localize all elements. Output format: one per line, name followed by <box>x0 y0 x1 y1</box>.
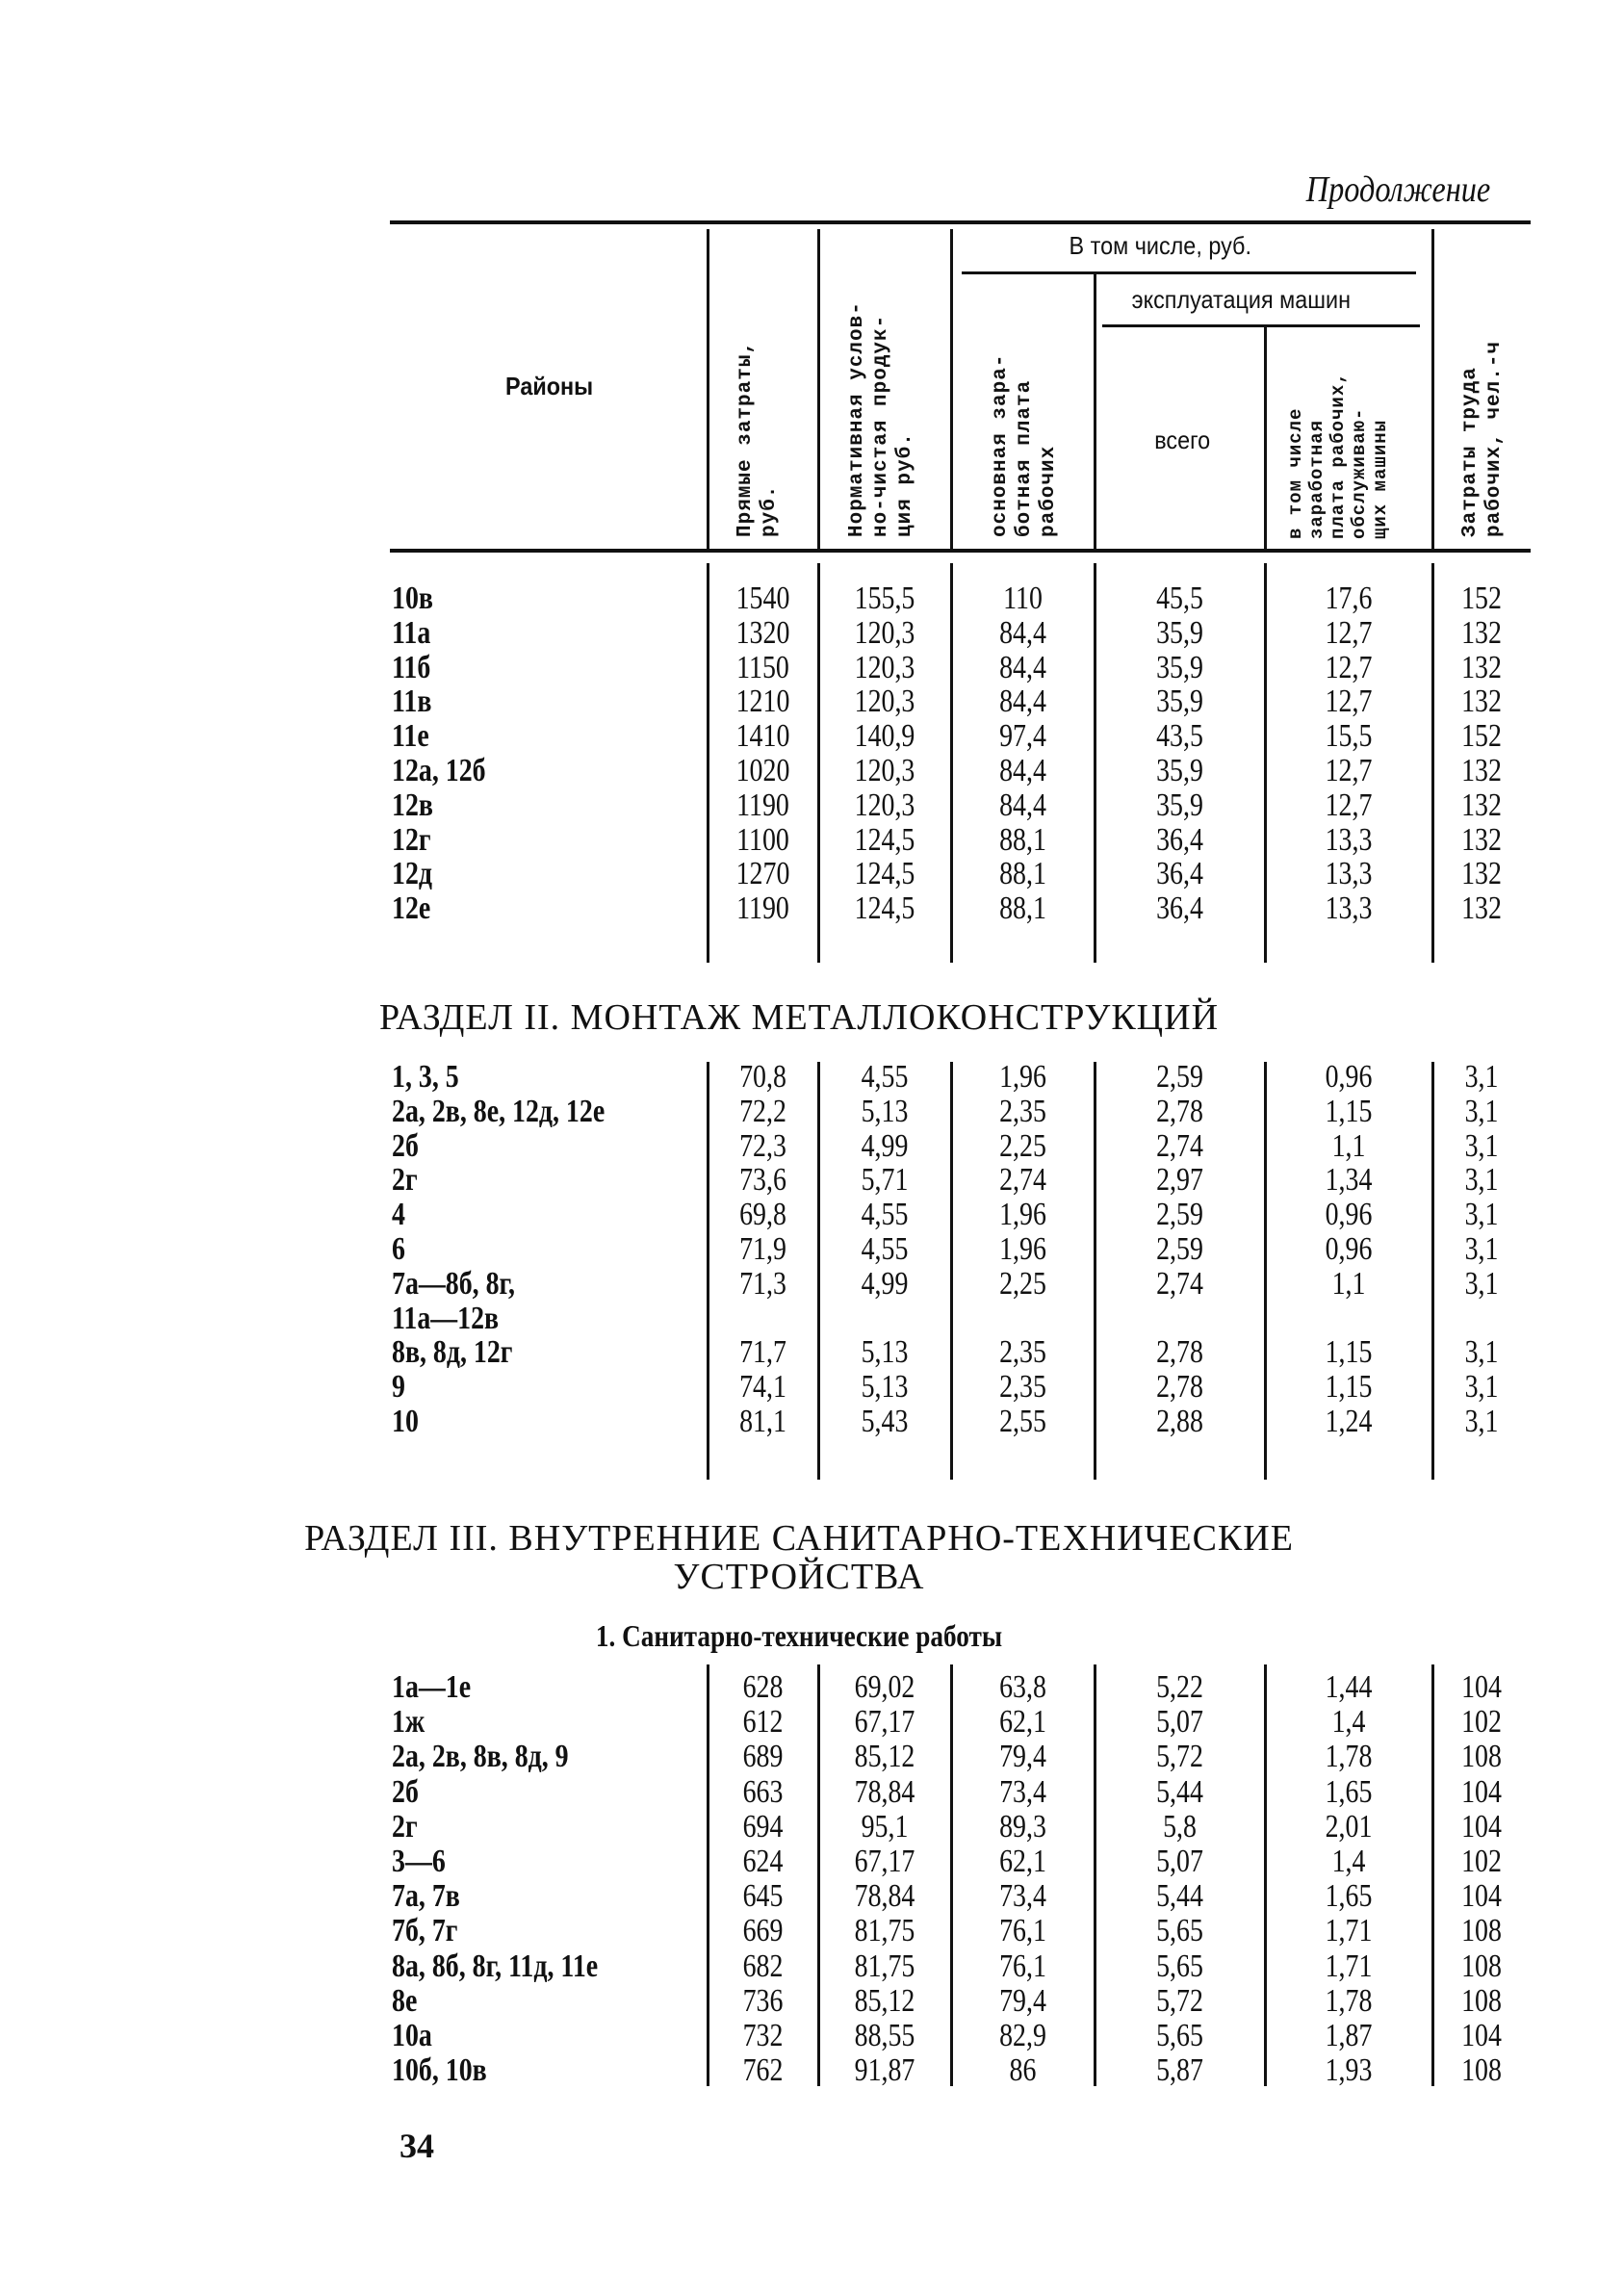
cell-labor-costs: 3,1 <box>1464 1162 1499 1199</box>
cell-normative-output: 124,5 <box>854 890 915 927</box>
cell-machine-total: 35,9 <box>1156 787 1203 823</box>
section-title: РАЗДЕЛ III. ВНУТРЕННИЕ САНИТАРНО-ТЕХНИЧЕСКИЕ <box>304 1518 1294 1559</box>
header-base-wages: основная зара- ботная плата рабочих <box>990 353 1060 537</box>
cell-normative-output: 140,9 <box>854 718 915 755</box>
cell-labor-costs: 104 <box>1461 2018 1502 2053</box>
cell-direct-costs: 762 <box>742 2052 784 2089</box>
cell-normative-output: 5,71 <box>861 1162 909 1199</box>
cell-base-wages: 2,25 <box>999 1265 1046 1302</box>
cell-base-wages: 110 <box>1003 580 1043 616</box>
cell-direct-costs: 73,6 <box>739 1162 786 1199</box>
cell-district: 12г <box>392 821 431 858</box>
cell-base-wages: 2,35 <box>999 1093 1046 1129</box>
cell-district: 12д <box>392 856 432 892</box>
cell-labor-costs: 108 <box>1461 1913 1502 1949</box>
cell-operator-wages: 1,65 <box>1325 1878 1373 1915</box>
cell-district: 6 <box>392 1231 405 1267</box>
cell-machine-total: 5,44 <box>1156 1773 1203 1810</box>
cell-normative-output: 155,5 <box>854 580 915 616</box>
cell-machine-total: 2,74 <box>1156 1127 1203 1164</box>
cell-operator-wages: 12,7 <box>1325 787 1373 823</box>
cell-district: 1, 3, 5 <box>392 1059 459 1095</box>
column-divider <box>1264 563 1267 963</box>
cell-district: 4 <box>392 1197 405 1233</box>
cell-operator-wages: 0,96 <box>1325 1059 1373 1095</box>
cell-machine-total: 5,8 <box>1163 1808 1197 1845</box>
cell-base-wages: 84,4 <box>999 614 1046 651</box>
cell-normative-output: 95,1 <box>861 1808 909 1845</box>
cell-normative-output: 85,12 <box>854 1739 915 1775</box>
cell-machine-total: 2,78 <box>1156 1093 1203 1129</box>
column-divider <box>1264 1664 1267 2086</box>
cell-district: 3—6 <box>392 1844 446 1879</box>
cell-operator-wages: 12,7 <box>1325 649 1373 685</box>
cell-machine-total: 2,59 <box>1156 1231 1203 1267</box>
cell-direct-costs: 1410 <box>735 718 790 755</box>
cell-machine-total: 5,22 <box>1156 1669 1203 1705</box>
cell-normative-output: 91,87 <box>854 2052 915 2089</box>
section-title-cont: УСТРОЙСТВА <box>673 1557 925 1597</box>
cell-normative-output: 124,5 <box>854 821 915 858</box>
cell-labor-costs: 132 <box>1461 649 1502 685</box>
cell-machine-total: 5,07 <box>1156 1844 1203 1879</box>
cell-direct-costs: 694 <box>742 1808 784 1845</box>
cell-operator-wages: 1,15 <box>1325 1334 1373 1371</box>
cell-operator-wages: 1,15 <box>1325 1093 1373 1129</box>
cell-labor-costs: 132 <box>1461 890 1502 927</box>
header-bottom-rule <box>390 549 1531 553</box>
cell-base-wages: 86 <box>1009 2052 1037 2089</box>
cell-normative-output: 78,84 <box>854 1878 915 1915</box>
cell-normative-output: 120,3 <box>854 614 915 651</box>
cell-base-wages: 2,25 <box>999 1127 1046 1164</box>
cell-base-wages: 84,4 <box>999 753 1046 788</box>
cell-district: 2г <box>392 1808 418 1845</box>
cell-labor-costs: 108 <box>1461 1982 1502 2019</box>
cell-base-wages: 88,1 <box>999 821 1046 858</box>
cell-machine-total: 5,72 <box>1156 1739 1203 1775</box>
cell-district: 7а—8б, 8г, <box>392 1265 516 1302</box>
cell-operator-wages: 1,71 <box>1325 1913 1373 1949</box>
cell-machine-total: 2,78 <box>1156 1334 1203 1371</box>
cell-base-wages: 62,1 <box>999 1704 1046 1741</box>
cell-machine-total: 36,4 <box>1156 890 1203 927</box>
cell-normative-output: 4,55 <box>861 1197 909 1233</box>
cell-direct-costs: 69,8 <box>739 1197 786 1233</box>
cell-normative-output: 5,13 <box>861 1369 909 1406</box>
cell-operator-wages: 13,3 <box>1325 821 1373 858</box>
cell-district: 11е <box>392 718 429 755</box>
cell-normative-output: 81,75 <box>854 1948 915 1984</box>
cell-base-wages: 73,4 <box>999 1773 1046 1810</box>
cell-labor-costs: 108 <box>1461 2052 1502 2089</box>
cell-operator-wages: 2,01 <box>1325 1808 1373 1845</box>
cell-direct-costs: 689 <box>742 1739 784 1775</box>
cell-district: 7б, 7г <box>392 1913 458 1949</box>
cell-base-wages: 1,96 <box>999 1231 1046 1267</box>
cell-machine-total: 5,07 <box>1156 1704 1203 1741</box>
cell-machine-total: 5,65 <box>1156 1913 1203 1949</box>
cell-labor-costs: 3,1 <box>1464 1093 1499 1129</box>
cell-labor-costs: 132 <box>1461 787 1502 823</box>
cell-normative-output: 78,84 <box>854 1773 915 1810</box>
cell-district: 11а—12в <box>392 1300 500 1336</box>
header-operator-wages: в том числе заработная плата рабочих, обслуживаю- щих машины <box>1285 372 1391 539</box>
cell-operator-wages: 15,5 <box>1325 718 1373 755</box>
cell-machine-total: 35,9 <box>1156 614 1203 651</box>
column-divider <box>1264 1062 1267 1480</box>
cell-normative-output: 67,17 <box>854 1844 915 1879</box>
cell-direct-costs: 71,3 <box>739 1265 786 1302</box>
cell-labor-costs: 102 <box>1461 1704 1502 1741</box>
cell-direct-costs: 1210 <box>735 684 790 720</box>
column-divider <box>1094 563 1096 963</box>
header-divider <box>817 229 820 549</box>
cell-base-wages: 88,1 <box>999 856 1046 892</box>
cell-district: 8в, 8д, 12г <box>392 1334 513 1371</box>
cell-labor-costs: 152 <box>1461 718 1502 755</box>
cell-direct-costs: 70,8 <box>739 1059 786 1095</box>
cell-machine-total: 5,65 <box>1156 1948 1203 1984</box>
cell-labor-costs: 104 <box>1461 1669 1502 1705</box>
cell-operator-wages: 12,7 <box>1325 614 1373 651</box>
continuation-label: Продолжение <box>1305 169 1490 210</box>
cell-labor-costs: 3,1 <box>1464 1231 1499 1267</box>
header-including-rub: В том числе, руб. <box>1069 231 1251 260</box>
cell-normative-output: 120,3 <box>854 787 915 823</box>
cell-base-wages: 82,9 <box>999 2018 1046 2053</box>
column-divider <box>1431 563 1434 963</box>
cell-base-wages: 1,96 <box>999 1197 1046 1233</box>
cell-direct-costs: 1100 <box>736 821 789 858</box>
cell-machine-total: 43,5 <box>1156 718 1203 755</box>
cell-base-wages: 63,8 <box>999 1669 1046 1705</box>
cell-district: 2а, 2в, 8е, 12д, 12е <box>392 1093 606 1129</box>
cell-labor-costs: 108 <box>1461 1739 1502 1775</box>
cell-operator-wages: 1,34 <box>1325 1162 1373 1199</box>
cell-machine-total: 2,88 <box>1156 1404 1203 1439</box>
cell-base-wages: 88,1 <box>999 890 1046 927</box>
cell-normative-output: 120,3 <box>854 684 915 720</box>
cell-machine-total: 5,65 <box>1156 2018 1203 2053</box>
cell-labor-costs: 102 <box>1461 1844 1502 1879</box>
cell-labor-costs: 104 <box>1461 1773 1502 1810</box>
cell-direct-costs: 682 <box>742 1948 784 1984</box>
cell-operator-wages: 1,1 <box>1331 1265 1366 1302</box>
header-top-rule <box>390 220 1531 224</box>
cell-direct-costs: 74,1 <box>739 1369 786 1406</box>
cell-labor-costs: 132 <box>1461 684 1502 720</box>
cell-machine-total: 2,59 <box>1156 1197 1203 1233</box>
cell-normative-output: 69,02 <box>854 1669 915 1705</box>
column-divider <box>1431 1062 1434 1480</box>
cell-operator-wages: 1,24 <box>1325 1404 1373 1439</box>
cell-district: 11а <box>392 614 431 651</box>
cell-base-wages: 2,74 <box>999 1162 1046 1199</box>
header-direct-costs: Прямые затраты, руб. <box>735 340 781 537</box>
cell-labor-costs: 3,1 <box>1464 1404 1499 1439</box>
cell-district: 10 <box>392 1404 419 1439</box>
cell-district: 2а, 2в, 8в, 8д, 9 <box>392 1739 569 1775</box>
cell-base-wages: 76,1 <box>999 1948 1046 1984</box>
cell-normative-output: 4,55 <box>861 1059 909 1095</box>
section-subtitle: 1. Санитарно-технические работы <box>595 1618 1003 1653</box>
cell-operator-wages: 1,1 <box>1331 1127 1366 1164</box>
header-districts: Районы <box>505 372 594 400</box>
cell-labor-costs: 3,1 <box>1464 1197 1499 1233</box>
cell-labor-costs: 3,1 <box>1464 1127 1499 1164</box>
cell-direct-costs: 624 <box>742 1844 784 1879</box>
cell-operator-wages: 1,44 <box>1325 1669 1373 1705</box>
column-divider <box>950 1062 953 1480</box>
cell-machine-total: 36,4 <box>1156 856 1203 892</box>
cell-base-wages: 89,3 <box>999 1808 1046 1845</box>
header-total: всего <box>1154 426 1211 454</box>
cell-direct-costs: 81,1 <box>739 1404 786 1439</box>
cell-base-wages: 1,96 <box>999 1059 1046 1095</box>
cell-base-wages: 79,4 <box>999 1739 1046 1775</box>
cell-operator-wages: 1,93 <box>1325 2052 1373 2089</box>
cell-base-wages: 84,4 <box>999 684 1046 720</box>
cell-direct-costs: 1020 <box>735 753 790 788</box>
cell-machine-total: 5,72 <box>1156 1982 1203 2019</box>
cell-direct-costs: 645 <box>742 1878 784 1915</box>
cell-district: 7а, 7в <box>392 1878 460 1915</box>
cell-normative-output: 124,5 <box>854 856 915 892</box>
cell-district: 11в <box>392 684 432 720</box>
cell-district: 11б <box>392 649 431 685</box>
header-labor-costs: Затраты труда рабочих, чел.-ч <box>1459 340 1506 537</box>
cell-machine-total: 2,74 <box>1156 1265 1203 1302</box>
cell-direct-costs: 1190 <box>736 890 789 927</box>
cell-district: 10б, 10в <box>392 2052 487 2089</box>
cell-labor-costs: 3,1 <box>1464 1334 1499 1371</box>
column-divider <box>817 1062 820 1480</box>
cell-direct-costs: 1540 <box>735 580 790 616</box>
header-subrule <box>962 271 1416 274</box>
cell-direct-costs: 72,2 <box>739 1093 786 1129</box>
cell-operator-wages: 13,3 <box>1325 890 1373 927</box>
cell-base-wages: 2,35 <box>999 1369 1046 1406</box>
cell-base-wages: 97,4 <box>999 718 1046 755</box>
cell-machine-total: 35,9 <box>1156 753 1203 788</box>
cell-machine-total: 2,97 <box>1156 1162 1203 1199</box>
cell-district: 12е <box>392 890 431 927</box>
cell-direct-costs: 1150 <box>736 649 789 685</box>
cell-district: 8е <box>392 1982 418 2019</box>
cell-base-wages: 2,55 <box>999 1404 1046 1439</box>
cell-direct-costs: 612 <box>742 1704 784 1741</box>
cell-machine-total: 2,59 <box>1156 1059 1203 1095</box>
column-divider <box>1094 1062 1096 1480</box>
section-title: РАЗДЕЛ II. МОНТАЖ МЕТАЛЛОКОНСТРУКЦИЙ <box>378 997 1220 1038</box>
cell-base-wages: 76,1 <box>999 1913 1046 1949</box>
header-divider <box>950 229 953 549</box>
cell-normative-output: 5,43 <box>861 1404 909 1439</box>
column-divider <box>817 1664 820 2086</box>
cell-district: 12а, 12б <box>392 753 486 788</box>
cell-operator-wages: 1,78 <box>1325 1739 1373 1775</box>
cell-machine-total: 5,87 <box>1156 2052 1203 2089</box>
cell-district: 12в <box>392 787 433 823</box>
cell-normative-output: 88,55 <box>854 2018 915 2053</box>
column-divider <box>1431 1664 1434 2086</box>
cell-machine-total: 2,78 <box>1156 1369 1203 1406</box>
cell-district: 10а <box>392 2018 432 2053</box>
cell-labor-costs: 3,1 <box>1464 1369 1499 1406</box>
cell-labor-costs: 132 <box>1461 614 1502 651</box>
cell-operator-wages: 1,65 <box>1325 1773 1373 1810</box>
cell-direct-costs: 71,7 <box>739 1334 786 1371</box>
cell-normative-output: 4,55 <box>861 1231 909 1267</box>
column-divider <box>950 563 953 963</box>
cell-direct-costs: 71,9 <box>739 1231 786 1267</box>
header-normative-output: Нормативная услов- но-чистая продук- ция руб. <box>846 301 916 537</box>
cell-normative-output: 120,3 <box>854 649 915 685</box>
cell-district: 2б <box>392 1773 419 1810</box>
column-divider <box>707 563 709 963</box>
cell-labor-costs: 132 <box>1461 856 1502 892</box>
cell-operator-wages: 0,96 <box>1325 1197 1373 1233</box>
column-divider <box>1094 1664 1096 2086</box>
cell-operator-wages: 17,6 <box>1325 580 1373 616</box>
cell-base-wages: 73,4 <box>999 1878 1046 1915</box>
cell-operator-wages: 1,15 <box>1325 1369 1373 1406</box>
cell-normative-output: 120,3 <box>854 753 915 788</box>
cell-operator-wages: 0,96 <box>1325 1231 1373 1267</box>
header-divider <box>1431 229 1434 549</box>
cell-operator-wages: 1,4 <box>1331 1844 1366 1879</box>
cell-base-wages: 84,4 <box>999 649 1046 685</box>
cell-normative-output: 81,75 <box>854 1913 915 1949</box>
cell-direct-costs: 1320 <box>735 614 790 651</box>
cell-operator-wages: 1,71 <box>1325 1948 1373 1984</box>
cell-operator-wages: 1,87 <box>1325 2018 1373 2053</box>
cell-labor-costs: 3,1 <box>1464 1059 1499 1095</box>
cell-district: 2б <box>392 1127 419 1164</box>
cell-normative-output: 4,99 <box>861 1127 909 1164</box>
cell-labor-costs: 104 <box>1461 1808 1502 1845</box>
cell-operator-wages: 1,78 <box>1325 1982 1373 2019</box>
header-divider <box>707 229 709 549</box>
cell-operator-wages: 12,7 <box>1325 684 1373 720</box>
cell-labor-costs: 132 <box>1461 753 1502 788</box>
cell-direct-costs: 1190 <box>736 787 789 823</box>
cell-district: 10в <box>392 580 433 616</box>
cell-direct-costs: 1270 <box>735 856 790 892</box>
cell-normative-output: 5,13 <box>861 1093 909 1129</box>
cell-direct-costs: 628 <box>742 1669 784 1705</box>
header-machine-operation: эксплуатация машин <box>1131 285 1352 314</box>
cell-operator-wages: 13,3 <box>1325 856 1373 892</box>
cell-direct-costs: 732 <box>742 2018 784 2053</box>
header-subrule <box>1102 324 1420 327</box>
cell-machine-total: 5,44 <box>1156 1878 1203 1915</box>
cell-machine-total: 45,5 <box>1156 580 1203 616</box>
cell-base-wages: 79,4 <box>999 1982 1046 2019</box>
cell-base-wages: 84,4 <box>999 787 1046 823</box>
header-divider <box>1264 325 1267 549</box>
cell-direct-costs: 669 <box>742 1913 784 1949</box>
column-divider <box>707 1664 709 2086</box>
cell-district: 8а, 8б, 8г, 11д, 11е <box>392 1948 599 1984</box>
cell-district: 1а—1е <box>392 1669 472 1705</box>
cell-direct-costs: 663 <box>742 1773 784 1810</box>
cell-district: 1ж <box>392 1704 425 1741</box>
cell-normative-output: 67,17 <box>854 1704 915 1741</box>
cell-normative-output: 85,12 <box>854 1982 915 2019</box>
column-divider <box>950 1664 953 2086</box>
cell-base-wages: 2,35 <box>999 1334 1046 1371</box>
cell-labor-costs: 152 <box>1461 580 1502 616</box>
cell-direct-costs: 72,3 <box>739 1127 786 1164</box>
cell-labor-costs: 132 <box>1461 821 1502 858</box>
cell-machine-total: 35,9 <box>1156 649 1203 685</box>
cell-normative-output: 4,99 <box>861 1265 909 1302</box>
cell-district: 9 <box>392 1369 405 1406</box>
cell-operator-wages: 12,7 <box>1325 753 1373 788</box>
header-divider <box>1094 273 1096 549</box>
cell-labor-costs: 108 <box>1461 1948 1502 1984</box>
cell-base-wages: 62,1 <box>999 1844 1046 1879</box>
column-divider <box>707 1062 709 1480</box>
cell-labor-costs: 104 <box>1461 1878 1502 1915</box>
cell-machine-total: 36,4 <box>1156 821 1203 858</box>
column-divider <box>817 563 820 963</box>
cell-labor-costs: 3,1 <box>1464 1265 1499 1302</box>
page-number: 34 <box>400 2127 434 2165</box>
cell-direct-costs: 736 <box>742 1982 784 2019</box>
cell-machine-total: 35,9 <box>1156 684 1203 720</box>
cell-normative-output: 5,13 <box>861 1334 909 1371</box>
cell-district: 2г <box>392 1162 418 1199</box>
cell-operator-wages: 1,4 <box>1331 1704 1366 1741</box>
